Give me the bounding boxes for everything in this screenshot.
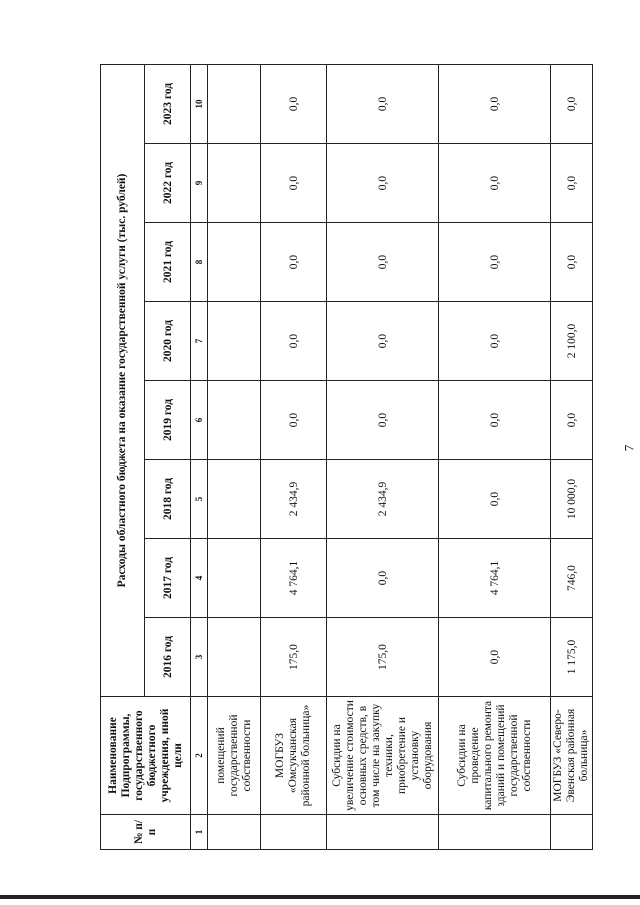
year-header: 2018 год: [145, 460, 191, 539]
year-header: 2021 год: [145, 223, 191, 302]
row-name: Субсидии на увеличение стоимости основных средств, в том числе на закупку техники, приобретение и установку оборудования: [327, 697, 439, 815]
row-value: 0,0: [327, 223, 439, 302]
row-value: 0,0: [551, 381, 593, 460]
row-value: 0,0: [439, 64, 551, 143]
row-value: 0,0: [261, 381, 327, 460]
row-name: Субсидии на проведение капитального ремонта зданий и помещений государственной собственности: [439, 697, 551, 815]
rotated-table-container: [100, 65, 590, 850]
column-index: 6: [191, 381, 208, 460]
row-value: 10 000,0: [551, 460, 593, 539]
expenses-header: Расходы областного бюджета на оказание государственной услуги (тыс. рублей): [101, 64, 145, 696]
page-number: 7: [621, 444, 637, 452]
row-value: 0,0: [551, 144, 593, 223]
row-value: [208, 381, 261, 460]
column-index: 1: [191, 815, 208, 850]
column-index: 5: [191, 460, 208, 539]
col-num-header: № п/п: [101, 815, 191, 850]
col-name-header: Наименование Подпрограммы, государственного бюджетного учреждения, иной цели: [101, 697, 191, 815]
row-value: [208, 64, 261, 143]
row-value: 4 764,1: [439, 539, 551, 618]
table-row: [439, 64, 551, 849]
row-number: [261, 815, 327, 850]
row-value: 2 434,9: [327, 460, 439, 539]
row-number: [208, 815, 261, 850]
year-header: 2022 год: [145, 144, 191, 223]
column-index: 2: [191, 697, 208, 815]
row-value: 0,0: [439, 460, 551, 539]
row-value: [208, 539, 261, 618]
expenses-table: [100, 64, 593, 850]
year-header: 2020 год: [145, 302, 191, 381]
row-value: [208, 618, 261, 697]
row-value: 175,0: [261, 618, 327, 697]
row-value: 0,0: [261, 144, 327, 223]
row-number: [327, 815, 439, 850]
row-name: МОГБУЗ «Северо-Эвенская районная больница»: [551, 697, 593, 815]
row-value: 2 100,0: [551, 302, 593, 381]
year-header: 2016 год: [145, 618, 191, 697]
table-row: [261, 64, 327, 849]
bottom-edge-line: [0, 895, 640, 899]
row-value: 0,0: [327, 539, 439, 618]
row-value: 0,0: [551, 64, 593, 143]
column-index: 8: [191, 223, 208, 302]
row-value: 0,0: [439, 144, 551, 223]
row-value: 0,0: [261, 64, 327, 143]
row-value: 0,0: [439, 223, 551, 302]
table-row: [551, 64, 593, 849]
row-value: 0,0: [439, 618, 551, 697]
row-value: 0,0: [327, 302, 439, 381]
row-value: 175,0: [327, 618, 439, 697]
row-value: [208, 144, 261, 223]
row-value: 0,0: [439, 381, 551, 460]
column-index: 9: [191, 144, 208, 223]
row-value: 0,0: [327, 64, 439, 143]
row-value: [208, 223, 261, 302]
year-header: 2017 год: [145, 539, 191, 618]
row-value: 746,0: [551, 539, 593, 618]
row-name: МОГБУЗ «Омсукчанская районной больница»: [261, 697, 327, 815]
year-header: 2019 год: [145, 381, 191, 460]
column-index: 7: [191, 302, 208, 381]
row-value: 0,0: [261, 223, 327, 302]
column-index: 4: [191, 539, 208, 618]
row-value: 0,0: [439, 302, 551, 381]
column-index: 10: [191, 64, 208, 143]
table-row: [208, 64, 261, 849]
row-name: помещений государственной собственности: [208, 697, 261, 815]
row-value: 2 434,9: [261, 460, 327, 539]
column-index: 3: [191, 618, 208, 697]
row-number: [439, 815, 551, 850]
row-value: 0,0: [551, 223, 593, 302]
table-row: [327, 64, 439, 849]
row-value: [208, 460, 261, 539]
row-value: 0,0: [261, 302, 327, 381]
row-value: 0,0: [327, 144, 439, 223]
row-value: 0,0: [327, 381, 439, 460]
row-number: [551, 815, 593, 850]
year-header: 2023 год: [145, 64, 191, 143]
row-value: [208, 302, 261, 381]
row-value: 1 175,0: [551, 618, 593, 697]
row-value: 4 764,1: [261, 539, 327, 618]
